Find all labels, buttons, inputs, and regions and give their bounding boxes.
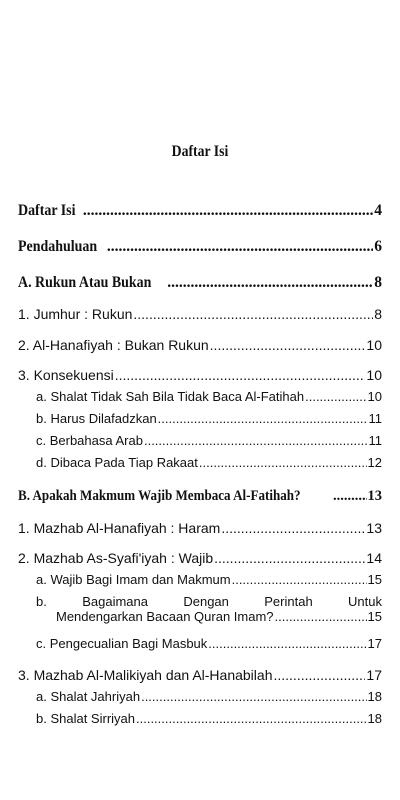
leader-dots [275,609,367,624]
leader-dots [221,520,365,536]
toc-entry-label: 2. Al-Hanafiyah : Bukan Rukun [18,337,209,353]
toc-entry-section-a[interactable] [18,274,382,292]
leader-dots [158,411,368,426]
toc-subentry[interactable] [18,636,382,651]
word: Bagaimana [82,594,148,609]
toc-page-number: 10 [366,367,382,383]
page-title: Daftar Isi [171,143,229,160]
leader-dots [141,689,366,704]
leader-dots [305,389,366,404]
word: b. [36,594,47,609]
toc-entry[interactable] [18,367,382,383]
toc-entry-label: Mendengarkan Bacaan Quran Imam? [56,609,274,624]
word: Untuk [348,594,382,609]
toc-page-number: 15 [367,572,382,587]
leader-dots [167,274,373,292]
toc-entry-label: B. Apakah Makmum Wajib Membaca Al-Fatihah? [18,488,301,504]
toc-entry-daftar-isi[interactable] [18,202,382,220]
toc-page-number: 6 [374,238,382,255]
toc-page-number: 8 [374,274,382,291]
toc-page-number: 13 [367,488,382,504]
toc-entry-label: 2. Mazhab As-Syafi'iyah : Wajib [18,550,214,566]
toc-entry-section-b[interactable] [18,488,382,505]
leader-dots [83,202,373,220]
leader-dots [273,667,365,683]
toc-page-number: 13 [366,520,382,536]
toc-page-number: 14 [366,550,382,566]
leader-dots [214,550,365,566]
toc-entry-label: a. Shalat Tidak Sah Bila Tidak Baca Al-Fatihah [36,389,305,404]
toc-subentry-wrapped[interactable] [36,594,382,624]
wrapped-label-line1 [36,594,382,609]
toc-page-number: 11 [368,411,382,426]
leader-dots [232,572,367,587]
toc-subentry[interactable] [18,711,382,726]
toc-entry[interactable] [18,550,382,566]
toc-entry-label: a. Wajib Bagi Imam dan Makmum [36,572,231,587]
toc-entry-label: 1. Jumhur : Rukun [18,306,133,322]
leader-dots [107,238,373,256]
toc-subentry[interactable] [18,455,382,470]
leader-dots [208,636,366,651]
leader-dots [210,337,366,353]
toc-entry-pendahuluan[interactable] [18,238,382,256]
word: Perintah [264,594,313,609]
toc-page-number: 11 [368,433,382,448]
toc-page-number: 18 [367,689,382,704]
toc-entry-label: 1. Mazhab Al-Hanafiyah : Haram [18,520,221,536]
toc-subentry[interactable] [18,572,382,587]
toc-entry-label: 3. Konsekuensi [18,367,114,383]
toc-page-number: 17 [367,636,382,651]
toc-page-number: 10 [367,389,382,404]
toc-subentry[interactable] [18,389,382,404]
leader-dots [199,455,367,470]
toc-entry-label: d. Dibaca Pada Tiap Rakaat [36,455,198,470]
leader-dots [136,711,367,726]
toc-entry[interactable] [18,337,382,353]
toc-entry[interactable] [18,667,382,683]
toc-subentry[interactable] [18,433,382,448]
toc-entry-label: b. Shalat Sirriyah [36,711,135,726]
toc-page-number: 4 [374,202,382,219]
leader-dots [333,488,367,505]
toc-entry-label: Daftar Isi [18,202,76,219]
toc-page-number: 17 [366,667,382,683]
toc-entry-label: Pendahuluan [18,238,98,255]
toc-entry-label: A. Rukun Atau Bukan [18,274,152,291]
toc-entry-label: c. Pengecualian Bagi Masbuk [36,636,208,651]
toc-entry[interactable] [18,520,382,536]
toc-entry-label: 3. Mazhab Al-Malikiyah dan Al-Hanabilah [18,667,273,683]
word: Dengan [183,594,229,609]
toc-entry-label: c. Berbahasa Arab [36,433,143,448]
leader-dots [133,306,373,322]
leader-dots [144,433,368,448]
toc-entry-label: a. Shalat Jahriyah [36,689,141,704]
toc-page-number: 12 [367,455,382,470]
toc-entry[interactable] [18,306,382,322]
toc-page-number: 15 [367,609,382,624]
toc-subentry[interactable] [18,411,382,426]
toc-page-number: 8 [374,306,382,322]
toc-entry-label: b. Harus Dilafadzkan [36,411,157,426]
wrapped-label-line2 [36,609,382,624]
toc-subentry[interactable] [18,689,382,704]
toc-page-number: 18 [367,711,382,726]
toc-page-number: 10 [366,337,382,353]
leader-dots [115,367,366,383]
